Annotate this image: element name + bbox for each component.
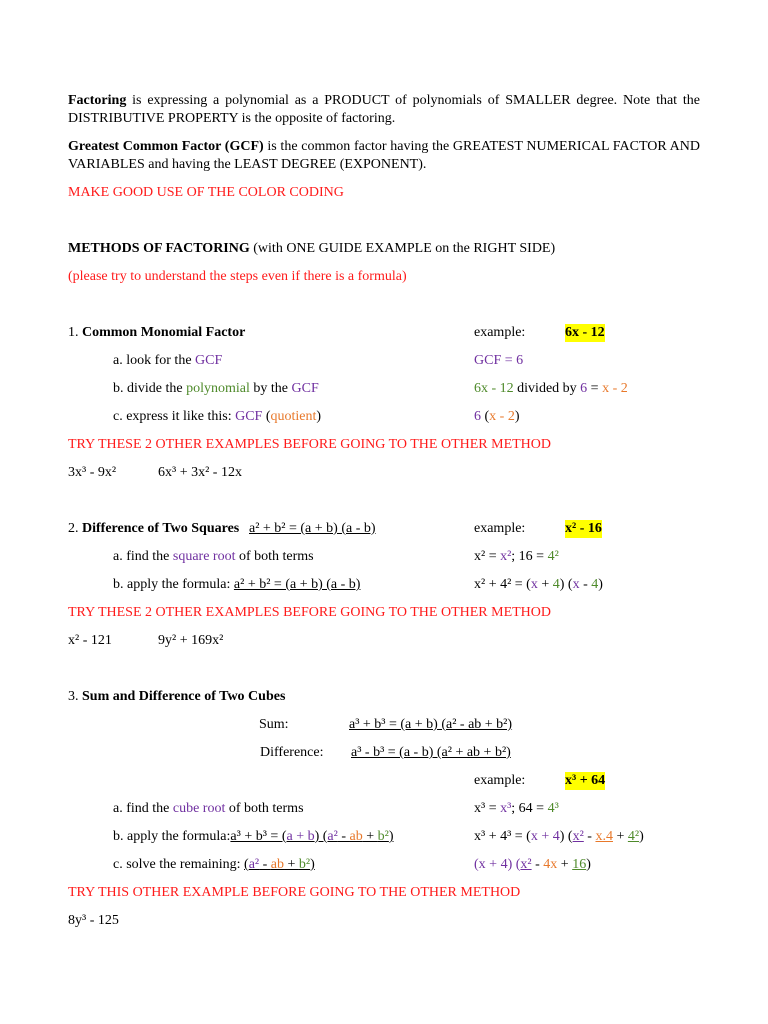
formula: a² + b² = (a + b) (a - b): [233, 577, 361, 592]
methods-subheading: (with ONE GUIDE EXAMPLE on the RIGHT SIDE): [249, 241, 556, 256]
formula-part: ab: [349, 829, 363, 844]
method3-example-step-b: [474, 828, 644, 846]
step-text: + 4) (: [485, 857, 521, 872]
gcf-word: GCF: [195, 353, 223, 368]
paren: (: [262, 409, 271, 424]
method2-number: 2.: [68, 521, 82, 536]
method3-title: [68, 688, 285, 706]
step-text: ) (: [559, 829, 573, 844]
method1-example: 6x - 12: [565, 325, 605, 340]
gcf-value: 6: [474, 409, 481, 424]
term-value: x²: [572, 829, 584, 844]
method3-example-step-c: [474, 856, 591, 874]
method1-step-c: [113, 408, 321, 426]
quotient-word: quotient: [270, 409, 317, 424]
step-text: b. apply the formula:: [113, 829, 231, 844]
step-text: c. solve the remaining:: [113, 857, 245, 872]
root-value: x: [572, 577, 580, 592]
steps-note: (please try to understand the steps even if there is a formula): [68, 269, 407, 284]
method3-step-c: [113, 856, 315, 874]
method2-example-label: example:: [474, 521, 526, 536]
binomial-value: x + 4: [530, 829, 560, 844]
method3-name: Sum and Difference of Two Cubes: [82, 689, 286, 704]
factoring-term: Factoring: [68, 93, 127, 108]
method2-example-step-b: [474, 576, 603, 594]
step-text: =: [587, 381, 603, 396]
formula-part: ) (: [314, 829, 328, 844]
polynomial-word: polynomial: [186, 381, 250, 396]
step-text: -: [583, 829, 596, 844]
method2-example: x² - 16: [565, 521, 602, 536]
factoring-definition: [68, 92, 700, 128]
method1-number: 1.: [68, 325, 82, 340]
root-value: 4: [552, 577, 560, 592]
term-value: x²: [520, 857, 532, 872]
step-text: of both terms: [225, 801, 304, 816]
root-value: x: [530, 577, 538, 592]
step-text: (: [474, 857, 479, 872]
step-text: x² + 4² = (: [474, 577, 531, 592]
step-text: +: [612, 829, 628, 844]
step-text: ) (: [559, 577, 573, 592]
remaining-formula: [244, 857, 315, 872]
formula-part: b²: [298, 857, 311, 872]
method2-formula: a² + b² = (a + b) (a - b): [249, 521, 376, 536]
polynomial-value: 6x - 12: [474, 381, 514, 396]
step-text: b. divide the: [113, 381, 187, 396]
formula-part: ): [388, 829, 394, 844]
gcf-word: GCF: [291, 381, 319, 396]
term-value: 4²: [627, 829, 640, 844]
formula-part: a³ + b³ = (: [230, 829, 287, 844]
step-text: c. express it like this:: [113, 409, 236, 424]
method3-try-note: TRY THIS OTHER EXAMPLE BEFORE GOING TO THE OTHER METHOD: [68, 885, 521, 900]
step-text: x³ =: [474, 801, 501, 816]
gcf-text: is the common factor having the GREATEST NUMERICAL FACTOR AND VARIABLES and having the LEAST DEGREE (EXPONENT).: [68, 139, 700, 172]
step-text: ): [639, 829, 644, 844]
method2-step-b: [113, 576, 360, 594]
step-text: x³ + 4³ = (: [474, 829, 531, 844]
term-value: 4x: [543, 857, 558, 872]
methods-heading: [68, 240, 555, 258]
formula-part: +: [362, 829, 378, 844]
method1-example-label: example:: [474, 325, 526, 340]
method1-example-step-a: [474, 352, 523, 370]
formula-part: ab: [270, 857, 285, 872]
step-text: +: [557, 857, 573, 872]
term-value: 16: [572, 857, 587, 872]
step-text: +: [537, 577, 553, 592]
method1-example-step-b: [474, 380, 628, 398]
method1-try-note: TRY THESE 2 OTHER EXAMPLES BEFORE GOING TO THE OTHER METHOD: [68, 437, 552, 452]
method1-name: Common Monomial Factor: [82, 325, 246, 340]
formula-part: a²: [248, 857, 260, 872]
term-value: x.4: [595, 829, 613, 844]
gcf-term: Greatest Common Factor (GCF): [68, 139, 264, 154]
step-text: ): [598, 577, 603, 592]
paren: ): [514, 409, 520, 424]
step-text: b. apply the formula:: [113, 577, 234, 592]
step-text: a. look for the: [113, 353, 196, 368]
paren: (: [481, 409, 490, 424]
step-text: -: [579, 577, 592, 592]
method2-title: [68, 520, 239, 538]
root-value: 4³: [547, 801, 559, 816]
formula-part: ): [310, 857, 315, 872]
step-text: -: [531, 857, 544, 872]
gcf-definition: [68, 138, 700, 174]
sum-label: Sum:: [259, 717, 289, 732]
method2-name: Difference of Two Squares: [82, 521, 240, 536]
method1-step-a: [113, 352, 222, 370]
cube-root-word: cube root: [172, 801, 226, 816]
gcf-word: GCF: [474, 353, 502, 368]
formula-part: -: [259, 857, 271, 872]
difference-label: Difference:: [260, 745, 324, 760]
gcf-value: 6: [580, 381, 588, 396]
step-text: divided by: [513, 381, 581, 396]
quotient-value: x - 2: [602, 381, 628, 396]
formula-part: (: [244, 857, 249, 872]
formula-part: -: [337, 829, 350, 844]
method1-try-example-2: 6x³ + 3x² - 12x: [158, 465, 242, 480]
root-value: x³: [500, 801, 512, 816]
step-text: a. find the: [113, 801, 173, 816]
step-text: of both terms: [235, 549, 314, 564]
difference-formula: a³ - b³ = (a - b) (a² + ab + b²): [351, 745, 511, 760]
quotient-value: x - 2: [489, 409, 515, 424]
root-value: 4: [591, 577, 599, 592]
formula-part: +: [284, 857, 299, 872]
method3-try-example-1: 8y³ - 125: [68, 913, 119, 928]
method3-example-step-a: [474, 800, 559, 818]
step-text: a. find the: [113, 549, 173, 564]
factoring-text: is expressing a polynomial as a PRODUCT of polynomials of SMALLER degree. Note that the DISTRIBUTIVE PROPERTY is the opposite of factoring.: [68, 93, 700, 126]
step-text: ; 64 =: [511, 801, 548, 816]
method2-step-a: [113, 548, 314, 566]
gcf-value: = 6: [501, 353, 524, 368]
paren: ): [316, 409, 322, 424]
method2-try-example-2: 9y² + 169x²: [158, 633, 224, 648]
formula-part: b²: [377, 829, 389, 844]
method2-try-example-1: x² - 121: [68, 633, 112, 648]
sum-formula: a³ + b³ = (a + b) (a² - ab + b²): [349, 717, 513, 732]
method1-title: [68, 324, 245, 342]
step-text: ; 16 =: [511, 549, 548, 564]
step-text: x² =: [474, 549, 501, 564]
method1-step-b: [113, 380, 319, 398]
gcf-word: GCF: [235, 409, 263, 424]
formula-part: a + b: [286, 829, 315, 844]
method3-step-b: [113, 828, 394, 846]
root-value: 4²: [547, 549, 559, 564]
step-text: by the: [249, 381, 292, 396]
root-value: x²: [500, 549, 512, 564]
step-text: ): [586, 857, 591, 872]
method3-number: 3.: [68, 689, 82, 704]
square-root-word: square root: [172, 549, 236, 564]
method2-try-note: TRY THESE 2 OTHER EXAMPLES BEFORE GOING TO THE OTHER METHOD: [68, 605, 552, 620]
method3-example: x³ + 64: [565, 773, 606, 788]
formula-part: a²: [327, 829, 338, 844]
methods-heading-bold: METHODS OF FACTORING: [68, 241, 250, 256]
method2-example-step-a: [474, 548, 559, 566]
method1-try-example-1: 3x³ - 9x²: [68, 465, 117, 480]
method1-example-step-c: [474, 408, 520, 426]
term-value: x: [478, 857, 486, 872]
color-coding-note: MAKE GOOD USE OF THE COLOR CODING: [68, 185, 344, 200]
method3-step-a: [113, 800, 304, 818]
method3-example-label: example:: [474, 773, 526, 788]
